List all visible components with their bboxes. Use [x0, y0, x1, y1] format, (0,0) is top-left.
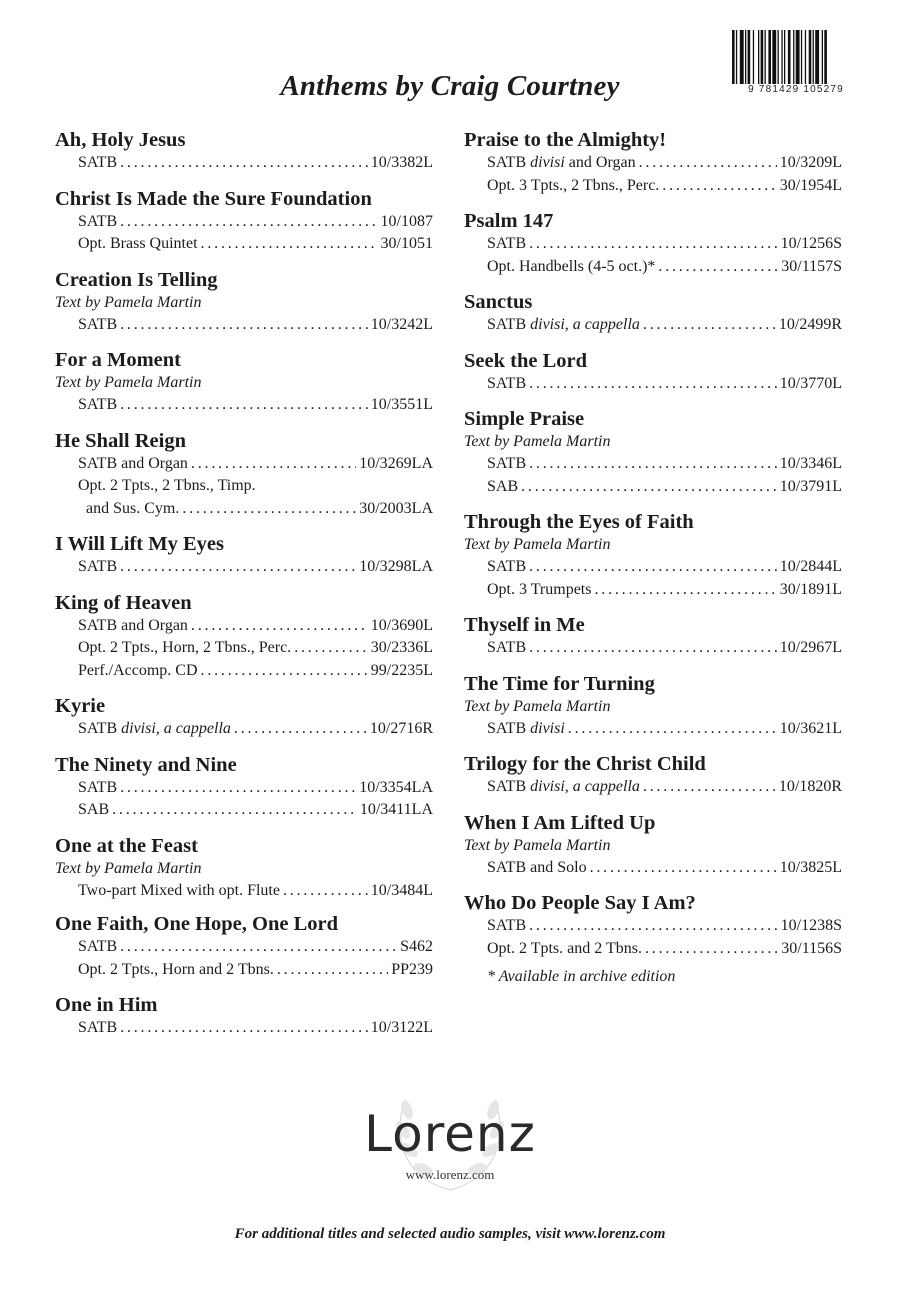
- dot-leader: [529, 373, 777, 396]
- edition-label: [78, 880, 280, 903]
- catalog-entry: [464, 290, 842, 337]
- edition-line: [55, 660, 433, 683]
- catalog-number: PP239: [391, 960, 433, 978]
- catalog-entry: [464, 407, 842, 498]
- edition-voicing: SATB: [487, 917, 527, 934]
- edition-voicing: SATB: [487, 316, 527, 333]
- catalog-number: 10/3825L: [779, 858, 842, 876]
- edition-voicing: Opt. 3 Tpts., 2 Tbns., Perc.: [487, 176, 660, 194]
- edition-line: [464, 314, 842, 337]
- edition-line: [55, 959, 433, 982]
- entry-subtitle: Text by Pamela Martin: [464, 433, 611, 450]
- edition-line: [55, 394, 433, 417]
- catalog-number: 10/3209L: [779, 154, 842, 171]
- dot-leader: [529, 556, 777, 579]
- catalog-number: 10/3770L: [779, 374, 842, 392]
- entry-title: Praise to the Almighty!: [464, 129, 667, 151]
- catalog-entry: [464, 811, 842, 880]
- catalog-number: 30/2336L: [370, 639, 433, 656]
- edition-line: [464, 938, 842, 961]
- catalog-number: 10/1820R: [778, 778, 842, 795]
- edition-italic-note: divisi, a cappella: [530, 778, 640, 795]
- entry-title: Creation Is Telling: [55, 268, 218, 291]
- dot-leader: [182, 498, 356, 521]
- edition-voicing: SATB and Solo: [487, 858, 587, 876]
- entry-title: Trilogy for the Christ Child: [464, 753, 706, 775]
- dot-leader: [120, 1017, 368, 1040]
- edition-label: [487, 776, 640, 799]
- dot-leader: [201, 233, 378, 256]
- lorenz-logo: [330, 1085, 570, 1195]
- catalog-number: 10/3269LA: [359, 454, 433, 472]
- edition-label: [78, 233, 198, 256]
- edition-voicing: Opt. 2 Tpts., Horn and 2 Tbns.: [78, 960, 274, 978]
- edition-label: [78, 394, 117, 417]
- catalog-number: 30/2003LA: [359, 499, 433, 517]
- dot-leader: [201, 660, 368, 683]
- edition-line: [55, 1017, 433, 1040]
- entry-title: One at the Feast: [55, 834, 198, 857]
- catalog-number: 10/3690L: [370, 616, 433, 634]
- catalog-entry: [464, 128, 842, 197]
- entry-title: Seek the Lord: [464, 349, 587, 372]
- edition-label: [78, 556, 117, 579]
- entry-title: The Ninety and Nine: [55, 753, 237, 776]
- catalog-number: 10/3411LA: [359, 801, 433, 818]
- edition-label: [487, 175, 659, 198]
- edition-voicing: SATB: [487, 639, 527, 656]
- edition-voicing: SATB: [78, 315, 118, 333]
- catalog-number: 10/2844L: [779, 558, 842, 575]
- edition-label: [487, 373, 526, 396]
- edition-voicing: SATB: [487, 154, 527, 171]
- edition-label: [78, 660, 198, 683]
- edition-line: [464, 579, 842, 602]
- entry-title: One in Him: [55, 994, 158, 1016]
- edition-label: [487, 256, 655, 279]
- edition-line: [464, 233, 842, 256]
- catalog-number: 10/1087: [380, 212, 433, 230]
- edition-voicing: SATB: [487, 558, 527, 575]
- catalog-entry: [464, 510, 842, 601]
- catalog-number: 30/1156S: [781, 939, 842, 957]
- catalog-number: 10/3122L: [370, 1019, 433, 1036]
- dot-leader: [112, 799, 357, 822]
- edition-line: [464, 373, 842, 396]
- edition-voicing: SATB: [487, 455, 527, 472]
- catalog-number: 10/3621L: [779, 719, 842, 737]
- left-column: [55, 128, 433, 1040]
- edition-voicing: SATB: [78, 558, 118, 575]
- edition-voicing: SAB: [487, 477, 519, 495]
- entry-title: The Time for Turning: [464, 672, 655, 695]
- edition-line: [464, 857, 842, 880]
- edition-voicing: SATB: [78, 938, 118, 955]
- catalog-number: 10/3298LA: [359, 558, 433, 575]
- catalog-entry: [464, 349, 842, 396]
- catalog-number: 10/3484L: [370, 881, 433, 899]
- catalog-entry: [55, 993, 433, 1040]
- catalog-entry: [55, 834, 433, 903]
- edition-line: [55, 637, 433, 660]
- edition-line: [464, 556, 842, 579]
- entry-subtitle: Text by Pamela Martin: [55, 293, 202, 311]
- edition-italic-note: divisi: [530, 154, 565, 171]
- edition-label: [78, 637, 291, 660]
- edition-voicing: Opt. Handbells (4-5 oct.)*: [487, 257, 656, 275]
- entry-title: Christ Is Made the Sure Foundation: [55, 187, 372, 210]
- catalog-number: 10/3382L: [370, 154, 433, 171]
- edition-line: [464, 175, 842, 198]
- dot-leader: [590, 857, 777, 880]
- catalog-number: S462: [400, 938, 433, 955]
- edition-label: [78, 211, 117, 234]
- dot-leader: [529, 915, 778, 938]
- edition-voicing: Opt. 2 Tpts., 2 Tbns., Timp.: [78, 477, 256, 494]
- catalog-number: 10/3242L: [370, 315, 433, 333]
- edition-voicing: Perf./Accomp. CD: [78, 661, 198, 679]
- catalog-number: 10/2499R: [778, 316, 842, 333]
- catalog-number: 10/3346L: [779, 455, 842, 472]
- catalog-number: 10/3551L: [370, 396, 433, 413]
- catalog-entry: [55, 591, 433, 683]
- edition-label: [487, 915, 526, 938]
- catalog-entry: [55, 268, 433, 337]
- entry-title: For a Moment: [55, 349, 182, 371]
- edition-voicing: SATB: [78, 396, 118, 413]
- entry-subtitle: Text by Pamela Martin: [55, 374, 202, 391]
- edition-line: [464, 256, 842, 279]
- edition-italic-note: divisi, a cappella: [121, 720, 231, 737]
- entry-title: One Faith, One Hope, One Lord: [55, 913, 339, 935]
- edition-label: [78, 718, 231, 741]
- edition-label: [487, 233, 526, 256]
- edition-label: [487, 637, 526, 660]
- edition-label: [487, 556, 526, 579]
- edition-line: [55, 718, 433, 741]
- catalog-entry: [55, 753, 433, 822]
- dot-leader: [658, 256, 778, 279]
- dot-leader: [120, 394, 368, 417]
- catalog-entry: [55, 187, 433, 256]
- dot-leader: [643, 776, 776, 799]
- edition-voicing: SATB: [487, 778, 527, 795]
- edition-voicing: SATB: [78, 720, 118, 737]
- edition-label: [78, 615, 188, 638]
- edition-label: [78, 959, 274, 982]
- edition-italic-note: divisi: [530, 719, 565, 737]
- dot-leader: [639, 152, 777, 175]
- catalog-entry: [55, 912, 433, 981]
- edition-line: [55, 498, 433, 521]
- edition-label: [78, 152, 117, 175]
- dot-leader: [120, 777, 356, 800]
- edition-voicing: Opt. 3 Trumpets: [487, 580, 592, 598]
- edition-line: [55, 615, 433, 638]
- edition-line: [55, 556, 433, 579]
- dot-leader: [294, 637, 368, 660]
- edition-label: [487, 938, 642, 961]
- edition-label: [78, 314, 117, 337]
- dot-leader: [568, 718, 777, 741]
- edition-line: [55, 453, 433, 476]
- edition-voicing: Opt. 2 Tpts., Horn, 2 Tbns., Perc.: [78, 639, 292, 656]
- dot-leader: [529, 233, 778, 256]
- entry-title: Through the Eyes of Faith: [464, 511, 694, 533]
- edition-line: [464, 776, 842, 799]
- edition-label: [487, 476, 518, 499]
- dot-leader: [529, 453, 777, 476]
- dot-leader: [662, 175, 776, 198]
- entry-title: I Will Lift My Eyes: [55, 533, 224, 555]
- dot-leader: [191, 453, 356, 476]
- edition-voicing: SATB: [78, 1019, 118, 1036]
- edition-voicing: SATB: [78, 212, 118, 230]
- entry-title: Who Do People Say I Am?: [464, 892, 696, 914]
- edition-voicing: SATB: [78, 778, 118, 796]
- dot-leader: [120, 936, 397, 959]
- edition-label: [78, 799, 109, 822]
- dot-leader: [529, 637, 777, 660]
- catalog-number: 10/3791L: [779, 477, 842, 495]
- footer-note: For additional titles and selected audio samples, visit www.lorenz.com: [234, 1226, 666, 1242]
- catalog-entry: [464, 891, 842, 960]
- edition-label: [487, 314, 640, 337]
- logo-wordmark: Lorenz: [364, 1105, 536, 1163]
- dot-leader: [277, 959, 388, 982]
- catalog-entry: [55, 694, 433, 741]
- dot-leader: [645, 938, 778, 961]
- entry-subtitle: Text by Pamela Martin: [464, 697, 611, 715]
- edition-label: [78, 777, 117, 800]
- dot-leader: [594, 579, 776, 602]
- catalog-number: 10/1256S: [780, 235, 842, 252]
- edition-label: [487, 453, 526, 476]
- edition-label: [487, 857, 587, 880]
- edition-line: [464, 915, 842, 938]
- entry-title: Psalm 147: [464, 210, 554, 232]
- edition-line: [55, 777, 433, 800]
- edition-label: [487, 718, 565, 741]
- entry-title: He Shall Reign: [55, 429, 186, 452]
- entry-title: Ah, Holy Jesus: [55, 129, 186, 151]
- dot-leader: [120, 314, 368, 337]
- page-title: Anthems by Craig Courtney: [280, 70, 620, 102]
- dot-leader: [643, 314, 776, 337]
- footnote: * Available in archive edition: [487, 968, 676, 985]
- right-column: [464, 128, 842, 986]
- catalog-entry: [464, 672, 842, 741]
- dot-leader: [283, 880, 368, 903]
- catalog-number: 30/1157S: [781, 257, 842, 275]
- catalog-number: 10/2716R: [369, 720, 433, 737]
- edition-line: [55, 152, 433, 175]
- dot-leader: [120, 556, 356, 579]
- edition-voicing: Opt. Brass Quintet: [78, 235, 198, 252]
- edition-line: [55, 314, 433, 337]
- dot-leader: [191, 615, 368, 638]
- catalog-number: 99/2235L: [370, 661, 433, 679]
- entry-subtitle: Text by Pamela Martin: [464, 836, 611, 854]
- edition-line: [55, 936, 433, 959]
- edition-voicing: SAB: [78, 801, 110, 818]
- catalog-number: 30/1051: [380, 235, 433, 252]
- edition-label: [487, 579, 591, 602]
- edition-voicing: Two-part Mixed with opt. Flute: [78, 881, 280, 899]
- edition-line: [55, 475, 433, 498]
- entry-subtitle: Text by Pamela Martin: [464, 536, 611, 553]
- edition-voicing: SATB: [487, 374, 527, 392]
- edition-label: [78, 1017, 117, 1040]
- edition-line: [464, 453, 842, 476]
- barcode-number: 9 781429 105279: [748, 84, 844, 95]
- catalog-entry: [464, 209, 842, 278]
- dot-leader: [120, 211, 377, 234]
- catalog-entry: [55, 429, 433, 521]
- edition-line: [55, 211, 433, 234]
- catalog-entry: [55, 128, 433, 175]
- edition-label: [78, 936, 117, 959]
- edition-italic-note: divisi, a cappella: [530, 316, 640, 333]
- edition-line: [464, 476, 842, 499]
- edition-line: [55, 880, 433, 903]
- dot-leader: [120, 152, 368, 175]
- entry-title: King of Heaven: [55, 591, 192, 614]
- entry-title: Simple Praise: [464, 408, 585, 430]
- catalog-number: 10/1238S: [780, 917, 842, 934]
- edition-voicing: SATB and Organ: [78, 454, 188, 472]
- catalog-number: 30/1954L: [779, 176, 842, 194]
- catalog-number: 30/1891L: [779, 580, 842, 598]
- edition-voicing: Opt. 2 Tpts. and 2 Tbns.: [487, 939, 642, 957]
- edition-line: [464, 718, 842, 741]
- edition-label: [487, 152, 636, 175]
- catalog-entry: [464, 613, 842, 660]
- entry-subtitle: Text by Pamela Martin: [55, 859, 202, 877]
- edition-label: [86, 498, 179, 521]
- edition-line: [55, 799, 433, 822]
- edition-voicing: SATB: [487, 719, 527, 737]
- edition-label: [78, 453, 188, 476]
- dot-leader: [521, 476, 777, 499]
- edition-accompaniment: and Organ: [568, 154, 636, 171]
- edition-line: [464, 152, 842, 175]
- logo-url: www.lorenz.com: [405, 1167, 495, 1182]
- entry-title: When I Am Lifted Up: [464, 811, 656, 834]
- catalog-entry: [464, 752, 842, 799]
- edition-voicing: and Sus. Cym.: [86, 499, 180, 517]
- dot-leader: [234, 718, 367, 741]
- entry-title: Kyrie: [55, 695, 106, 717]
- catalog-entry: [55, 532, 433, 579]
- catalog-number: 10/2967L: [779, 639, 842, 656]
- catalog-number: 10/3354LA: [359, 778, 433, 796]
- edition-line: [55, 233, 433, 256]
- edition-line: [464, 637, 842, 660]
- edition-voicing: SATB: [78, 154, 118, 171]
- entry-title: Sanctus: [464, 291, 533, 313]
- edition-voicing: SATB: [487, 235, 527, 252]
- entry-title: Thyself in Me: [464, 614, 585, 636]
- edition-voicing: SATB and Organ: [78, 616, 188, 634]
- catalog-entry: [55, 348, 433, 417]
- edition-label: [78, 475, 256, 498]
